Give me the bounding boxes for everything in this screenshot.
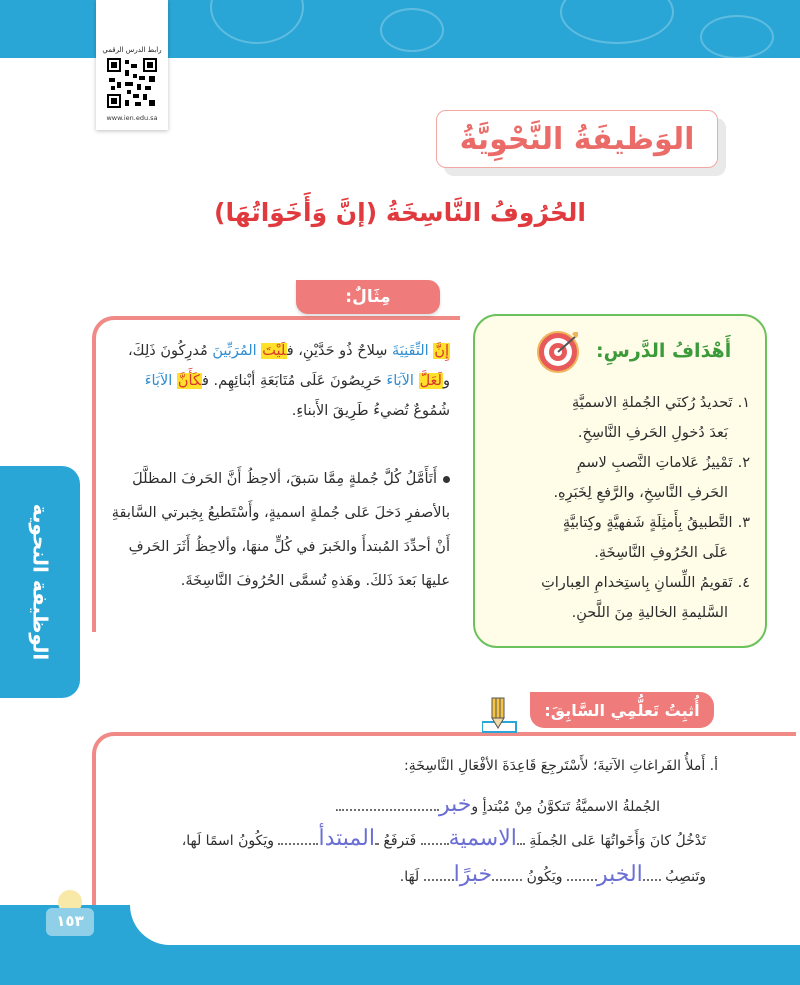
highlight-layta: لَيْتَ xyxy=(262,343,286,359)
example-line-2: ولَعَلَّ الآبَاءَ حَرِيصُونَ عَلَى مُتَابَعَةِ أبْنائِهِم. فكَأَنَّ الآبَاءَ xyxy=(144,373,450,389)
example-tab xyxy=(296,280,440,314)
page-title: الوَظيفَةُ النَّحْوِيَّةُ xyxy=(459,121,695,157)
note-text: أَتَأَمَّلُ كُلَّ جُملةٍ مِمَّا سَبقَ، ألاحِظُ أَنَّ الحَرفَ المظلَّلَ بالأصفرِ دَخلَ عَلى جُملةٍ اسميةٍ، وأَسْتَطيعُ بِخِبرتي السَّابقةِ أَنْ أحدِّدَ المُبتدأَ والخَبرَ في كُلٍّ منهَا، وألاحِظُ أَثَرَ الحَرفِ عليهَا بَعدَ ذَلكَ. وهَذهِ تُسمَّى الحُرُوفَ النَّاسِخَةَ. xyxy=(111,471,450,589)
review-line-3: وتَنصِبُ الخبر ويَكُونُ خبرًا لَهَا. xyxy=(399,862,706,887)
noun-educators: المُرَبِّينَ xyxy=(212,343,257,359)
answer-field[interactable]: الخبر xyxy=(596,862,643,887)
review-tab xyxy=(530,692,714,728)
example-note xyxy=(104,462,450,598)
goals-list xyxy=(490,388,750,628)
lesson-subtitle: الحُرُوفُ النَّاسِخَةُ (إنَّ وَأَخَوَاتُهَا) xyxy=(214,198,586,227)
goal-item: ٣.التَّطبيقُ بِأَمثِلَةٍ شَفهيَّةٍ وكِتابيَّةٍ عَلَى الحُرُوفِ النَّاسِخَةِ. xyxy=(562,515,750,561)
review-line-1: الجُملةُ الاسميَّةُ تَتكوَّنُ مِنْ مُبْتدأٍ وخبر. xyxy=(334,792,660,817)
side-section-label: الوظيفة النحوية xyxy=(28,503,53,661)
highlight-kaanna: كَأَنَّ xyxy=(177,373,201,389)
noun-parents: الآبَاءَ xyxy=(386,373,414,389)
qr-url[interactable]: www.ien.edu.sa xyxy=(106,114,158,122)
pencil-icon xyxy=(482,694,522,734)
noun-parents-2: الآبَاءَ xyxy=(144,373,173,389)
answer-field[interactable]: المبتدأ xyxy=(318,826,375,851)
goal-item: ٤.تَقويمُ اللِّسانِ بِاستِخدامِ العِباراتِ السَّليمةِ الخاليةِ مِنَ اللَّحنِ. xyxy=(541,575,750,621)
target-icon xyxy=(536,330,580,374)
review-tab-label: أُثبِتُ تَعلُّمِي السَّابِقَ: xyxy=(544,700,700,720)
highlight-laalla: لَعَلَّ xyxy=(419,373,442,389)
goal-item: ١.تَحديدُ رُكنَي الجُملةِ الاسميَّةِ بَعدَ دُخولِ الحَرفِ النَّاسِخِ. xyxy=(572,395,750,441)
goal-item: ٢.تَمْييزُ عَلاماتِ النَّصبِ لاسمِ الحَرفِ النَّاسِخِ، والرَّفعِ لِخَبَرِهِ. xyxy=(553,455,750,501)
lesson-title-badge xyxy=(436,110,726,176)
page-number: ١٥٣ xyxy=(56,912,84,930)
example-sentences xyxy=(104,336,450,426)
answer-field[interactable]: خبرًا xyxy=(453,862,493,887)
bullet-icon xyxy=(443,476,450,483)
noun-technology: التِّقَنِيَةَ xyxy=(392,343,429,359)
qr-code-icon[interactable] xyxy=(107,58,157,108)
side-section-label-wrap xyxy=(0,466,80,698)
bottom-white-edge xyxy=(130,895,800,945)
review-line-2: تَدْخُلُ كانَ وَأَخَواتُهَا عَلى الجُملَةِ الاسمية فَترفَعُ المبتدأ ويَكُونُ اسمًا لَها، xyxy=(181,826,706,851)
qr-label: رابط الدرس الرقمي xyxy=(102,46,162,54)
highlight-inna: إِنَّ xyxy=(434,343,449,359)
example-line-3: شُمُوعٌ تُضيءُ طَرِيقَ الأَبناءِ. xyxy=(291,403,450,419)
answer-field[interactable]: الاسمية xyxy=(448,826,517,851)
example-line-1: إِنَّ التِّقَنِيَةَ سِلاحٌ ذُو حَدَّيْنِ، فلَيْتَ المُرَبِّينَ مُدرِكُونَ ذَلِكَ، xyxy=(127,343,449,359)
example-tab-label: مِثَالٌ: xyxy=(345,287,391,307)
review-instruction: أ. أَملأُ الفَراغاتِ الآتيةَ؛ لأَسْتَرجِعَ قَاعِدَةَ الأفْعَالِ النَّاسِخَةِ: xyxy=(404,758,718,774)
goals-heading: أَهْدَافُ الدَّرسِ: xyxy=(596,340,732,362)
qr-card[interactable] xyxy=(96,0,168,130)
answer-field[interactable]: خبر xyxy=(439,792,472,817)
